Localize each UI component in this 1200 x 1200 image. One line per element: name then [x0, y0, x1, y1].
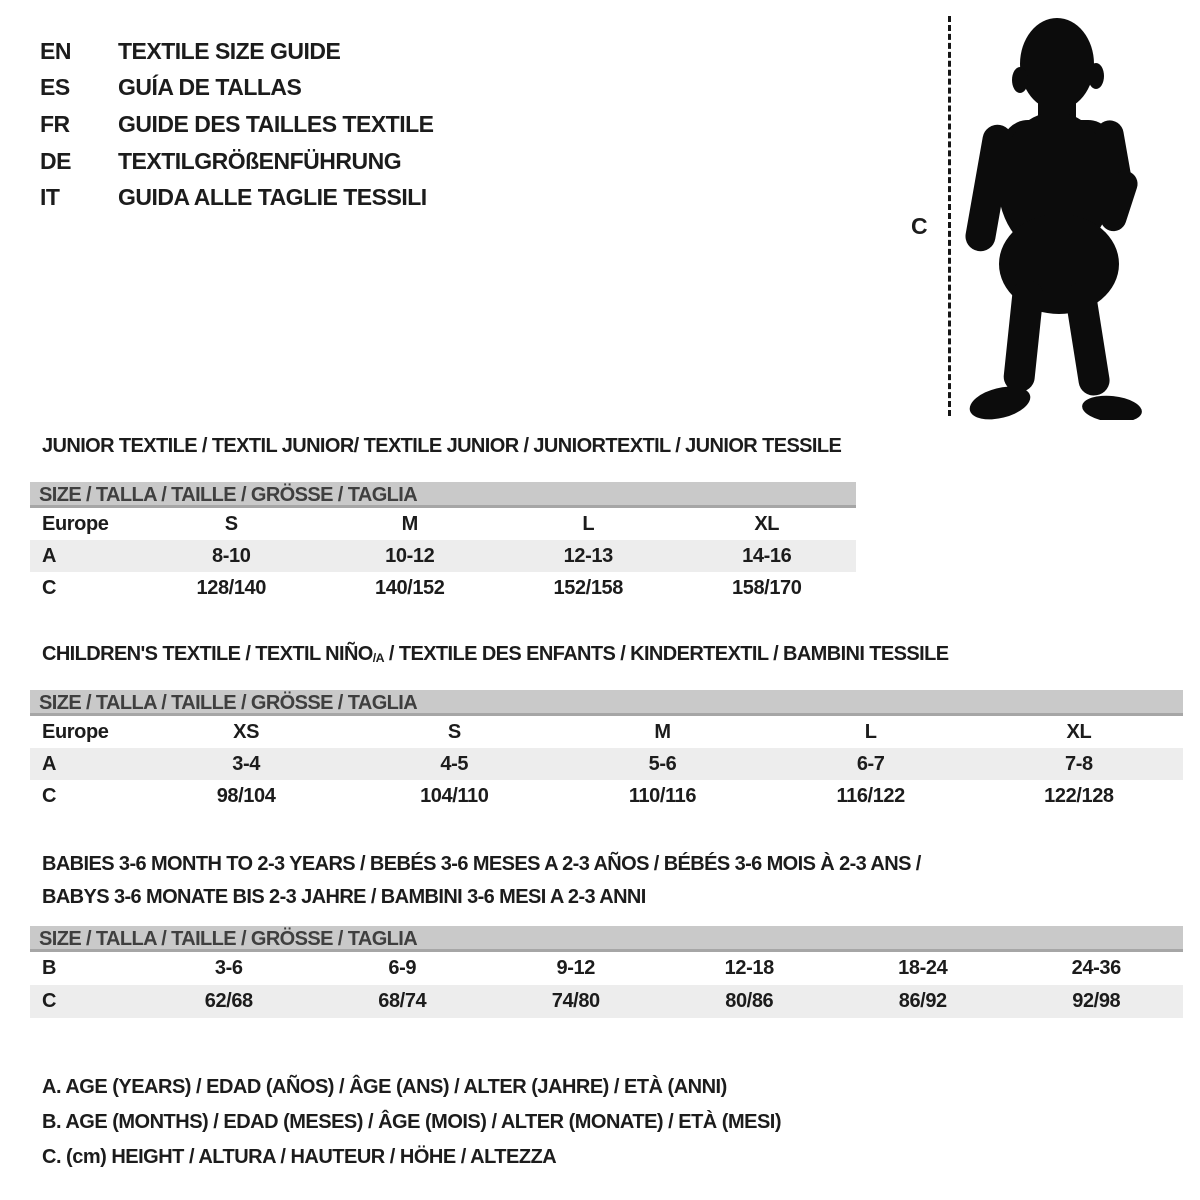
- table-cell: 122/128: [1044, 784, 1114, 807]
- babies-size-table: [30, 926, 1183, 1018]
- table-cell: XL: [754, 512, 780, 535]
- children-section-heading: [42, 643, 948, 666]
- table-row: [30, 508, 856, 540]
- row-label: Europe: [42, 512, 109, 535]
- row-label: A: [42, 544, 57, 567]
- table-row: [30, 540, 856, 572]
- legend-line-a: A. AGE (YEARS) / EDAD (AÑOS) / ÂGE (ANS) / ALTER (JAHRE) / ETÀ (ANNI): [42, 1076, 727, 1098]
- table-row: [30, 572, 856, 604]
- babies-heading-line: BABIES 3-6 MONTH TO 2-3 YEARS / BEBÉS 3-6 MESES A 2-3 AÑOS / BÉBÉS 3-6 MOIS À 2-3 ANS /: [42, 853, 921, 875]
- toddler-silhouette-icon: [960, 12, 1160, 420]
- table-cell: S: [224, 512, 238, 535]
- table-cell: 104/110: [420, 784, 489, 807]
- lang-code: ES: [40, 74, 70, 101]
- children-heading-subscript: /A: [372, 651, 384, 666]
- table-cell: 8-10: [212, 544, 251, 567]
- table-cell: 14-16: [742, 544, 792, 567]
- table-row: [30, 985, 1183, 1018]
- junior-section-heading: JUNIOR TEXTILE / TEXTIL JUNIOR/ TEXTILE JUNIOR / JUNIORTEXTIL / JUNIOR TESSILE: [42, 435, 842, 457]
- table-cell: 6-7: [856, 752, 885, 775]
- size-table-header-bar: SIZE / TALLA / TAILLE / GRÖSSE / TAGLIA: [30, 690, 1183, 716]
- row-label: C: [42, 990, 57, 1012]
- table-cell: 7-8: [1065, 752, 1093, 775]
- row-label: C: [42, 576, 57, 599]
- row-label: A: [42, 752, 57, 775]
- page-title-fr: GUIDE DES TAILLES TEXTILE: [118, 110, 434, 137]
- legend-line-b: B. AGE (MONTHS) / EDAD (MESES) / ÂGE (MOIS) / ALTER (MONATE) / ETÀ (MESI): [42, 1111, 782, 1133]
- table-cell: M: [654, 720, 671, 743]
- table-cell: 152/158: [553, 576, 623, 599]
- lang-code: IT: [40, 184, 60, 211]
- height-dashed-line: [948, 16, 951, 416]
- size-table-header-bar: SIZE / TALLA / TAILLE / GRÖSSE / TAGLIA: [30, 482, 856, 508]
- language-title-list: [40, 33, 434, 216]
- lang-row-fr: [40, 106, 434, 143]
- row-label: C: [42, 784, 57, 807]
- table-cell: S: [447, 720, 461, 743]
- table-row: [30, 716, 1183, 748]
- children-heading-text: / TEXTILE DES ENFANTS / KINDERTEXTIL / BAMBINI TESSILE: [383, 643, 949, 665]
- table-cell: 140/152: [375, 576, 445, 599]
- height-marker-label: C: [911, 213, 928, 239]
- page-title: TEXTILE SIZE GUIDE: [118, 37, 341, 64]
- table-row: [30, 952, 1183, 985]
- table-cell: 68/74: [378, 990, 427, 1012]
- table-cell: 158/170: [732, 576, 802, 599]
- page-title-es: GUÍA DE TALLAS: [118, 74, 302, 101]
- page-title-de: TEXTILGRÖßENFÜHRUNG: [118, 147, 402, 174]
- table-cell: 110/116: [628, 784, 697, 807]
- measurement-legend: [42, 1070, 781, 1175]
- lang-row-de: [40, 143, 434, 180]
- junior-size-table: [30, 482, 856, 604]
- table-cell: 116/122: [836, 784, 905, 807]
- table-cell: L: [864, 720, 877, 743]
- table-cell: 128/140: [196, 576, 266, 599]
- table-row: [30, 748, 1183, 780]
- table-cell: XS: [233, 720, 260, 743]
- lang-code: DE: [40, 147, 71, 174]
- table-cell: 3-4: [232, 752, 260, 775]
- table-cell: 74/80: [551, 990, 600, 1012]
- table-cell: 24-36: [1071, 957, 1121, 979]
- table-cell: 98/104: [216, 784, 276, 807]
- children-size-table: [30, 690, 1183, 812]
- lang-code: FR: [40, 110, 70, 137]
- table-row: [30, 780, 1183, 812]
- table-cell: 6-9: [388, 957, 417, 979]
- babies-section-heading: [42, 848, 921, 914]
- table-cell: 4-5: [440, 752, 469, 775]
- table-cell: 12-13: [563, 544, 613, 567]
- lang-row-en: [40, 33, 434, 70]
- table-cell: 62/68: [204, 990, 253, 1012]
- table-cell: XL: [1066, 720, 1092, 743]
- legend-line-c: C. (cm) HEIGHT / ALTURA / HAUTEUR / HÖHE / ALTEZZA: [42, 1146, 557, 1168]
- babies-heading-line: BABYS 3-6 MONATE BIS 2-3 JAHRE / BAMBINI 3-6 MESI A 2-3 ANNI: [42, 886, 646, 908]
- table-cell: M: [401, 512, 418, 535]
- lang-row-it: [40, 179, 434, 216]
- table-cell: 9-12: [556, 957, 595, 979]
- table-cell: 5-6: [648, 752, 677, 775]
- table-cell: 18-24: [898, 957, 948, 979]
- lang-row-es: [40, 70, 434, 107]
- table-cell: 80/86: [725, 990, 774, 1012]
- size-table-header-bar: SIZE / TALLA / TAILLE / GRÖSSE / TAGLIA: [30, 926, 1183, 952]
- table-cell: 12-18: [724, 957, 774, 979]
- lang-code: EN: [40, 37, 71, 64]
- table-cell: 86/92: [898, 990, 947, 1012]
- table-cell: 92/98: [1072, 990, 1121, 1012]
- page-title-it: GUIDA ALLE TAGLIE TESSILI: [118, 184, 427, 211]
- row-label: B: [42, 957, 57, 979]
- table-cell: L: [582, 512, 595, 535]
- row-label: Europe: [42, 720, 109, 743]
- table-cell: 3-6: [214, 957, 243, 979]
- children-heading-text: CHILDREN'S TEXTILE / TEXTIL NIÑO: [42, 643, 373, 665]
- table-cell: 10-12: [385, 544, 435, 567]
